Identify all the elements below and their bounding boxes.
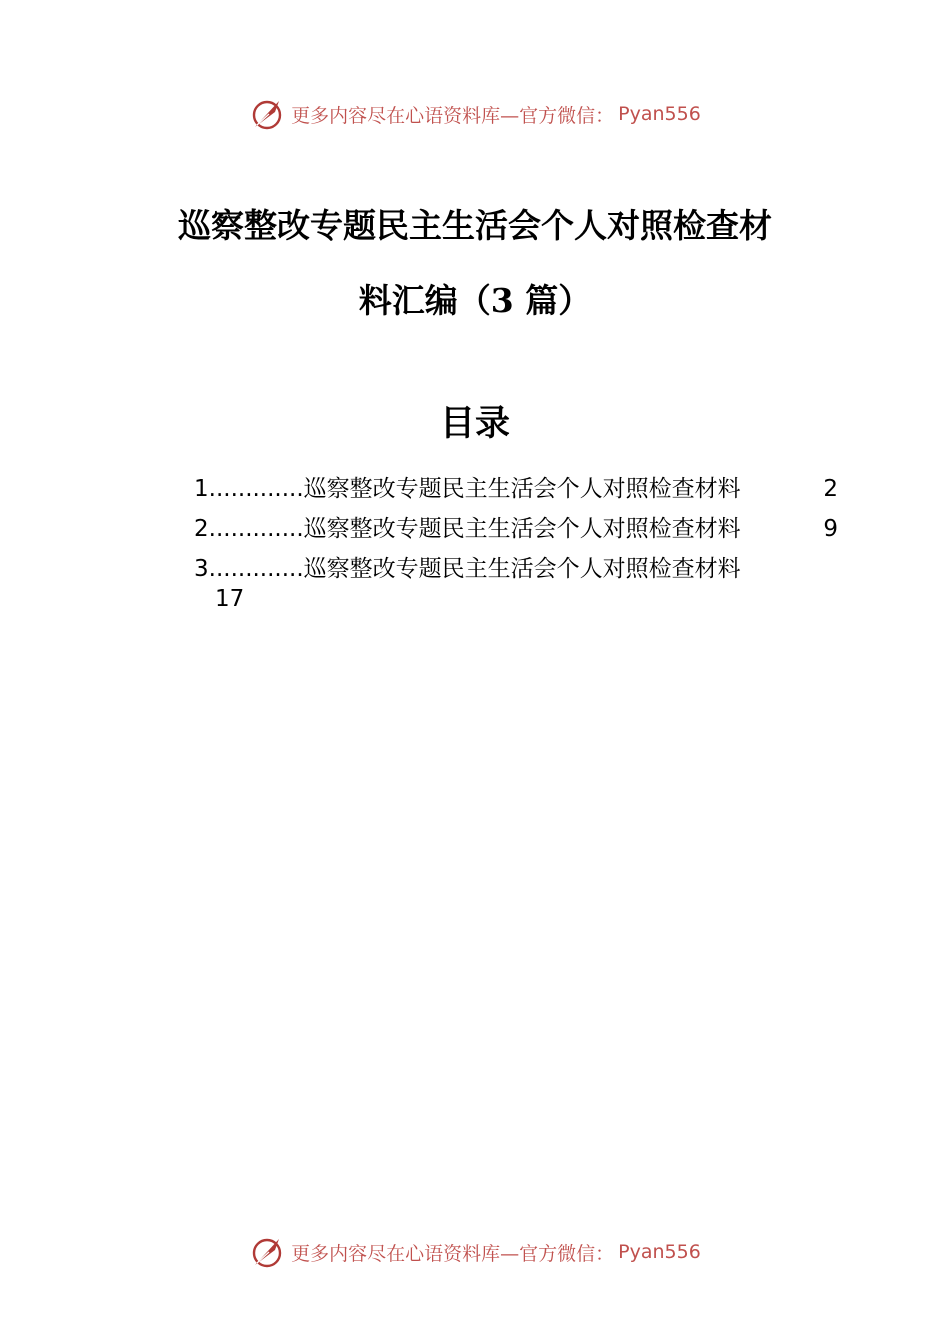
toc-entry-page: 9 (823, 516, 838, 542)
toc-heading: 目录 (439, 403, 510, 444)
quill-pen-logo-icon (249, 1234, 285, 1270)
table-of-contents (194, 470, 854, 612)
toc-entry[interactable] (194, 470, 854, 510)
toc-entry-text: 3.............巡察整改专题民主生活会个人对照检查材料 (194, 556, 741, 582)
quill-pen-logo-icon (249, 96, 285, 132)
header-banner (0, 94, 950, 134)
toc-entry-text: 2.............巡察整改专题民主生活会个人对照检查材料 (194, 516, 741, 542)
header-banner-wechat-id: Pyan556 (618, 103, 701, 125)
toc-entry-page: 2 (823, 476, 838, 502)
toc-entry-text: 1.............巡察整改专题民主生活会个人对照检查材料 (194, 476, 741, 502)
document-title-line-1: 巡察整改专题民主生活会个人对照检查材 (178, 206, 772, 245)
toc-entry[interactable] (194, 550, 854, 612)
document-title-line-2: 料汇编（3 篇） (358, 281, 592, 320)
toc-entry[interactable] (194, 510, 854, 550)
footer-banner-wechat-id: Pyan556 (618, 1241, 701, 1263)
footer-banner-text: 更多内容尽在心语资料库—官方微信： (291, 1242, 615, 1265)
header-banner-text: 更多内容尽在心语资料库—官方微信： (291, 104, 615, 127)
toc-entry-page: 17 (215, 586, 245, 612)
footer-banner (0, 1232, 950, 1272)
